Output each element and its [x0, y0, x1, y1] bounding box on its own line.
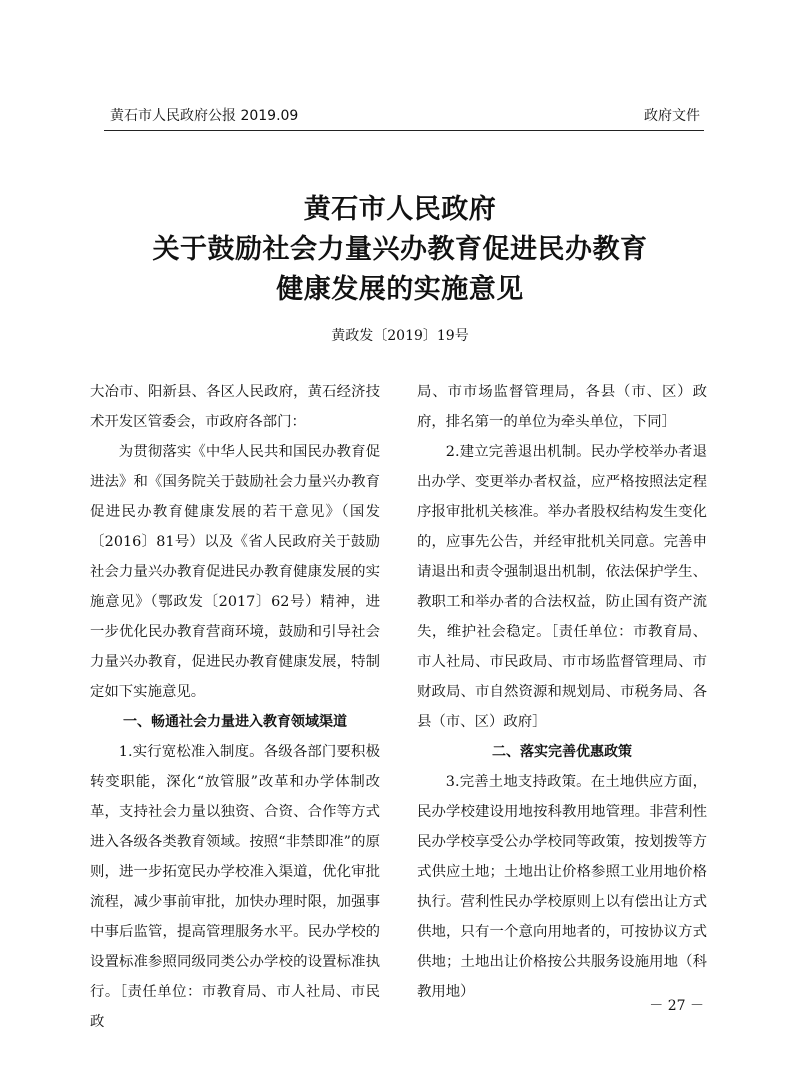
article-2-paragraph: 2.建立完善退出机制。民办学校举办者退出办学、变更举办者权益，应严格按照法定程序报审批机关核准。举办者股权结构发生变化的，应事先公告，并经审批机关同意。完善申请退出和责令强制退出机制，依法保护学生、教职工和举办者的合法权益，防止国有资产流失，维护社会稳定。［责任单位：市教育局、市人社局、市民政局、市市场监督管理局、市财政局、市自然资源和规划局、市税务局、各县（市、区）政府］ [417, 444, 707, 730]
document-title [0, 190, 800, 310]
document-number: 黄政发〔2019〕19号 [331, 328, 469, 344]
addressee-paragraph: 大冶市、阳新县、各区人民政府，黄石经济技术开发区管委会，市政府各部门： [90, 384, 380, 430]
left-column [90, 377, 380, 1037]
title-line-1: 黄石市人民政府 [303, 194, 497, 225]
article-1-continuation: 局、市市场监督管理局，各县（市、区）政府，排名第一的单位为牵头单位，下同］ [417, 384, 707, 430]
title-line-3: 健康发展的实施意见 [276, 274, 524, 305]
section-heading-2: 二、落实完善优惠政策 [492, 744, 632, 760]
article-1-paragraph: 1.实行宽松准入制度。各级各部门要积极转变职能，深化“放管服”改革和办学体制改革，支持社会力量以独资、合资、合作等方式进入各级各类教育领域。按照“非禁即准”的原则，进一步拓宽民办学校准入渠道，优化审批流程，减少事前审批，加快办理时限，加强事中事后监管，提高管理服务水平。民办学校的设置标准参照同级同类公办学校的设置标准执行。［责任单位：市教育局、市人社局、市民政 [90, 744, 380, 1030]
right-column [417, 377, 707, 1007]
header-section: 政府文件 [644, 108, 700, 124]
header-publication: 黄石市人民政府公报 2019.09 [110, 108, 299, 124]
page-number: － 27 － [649, 998, 704, 1014]
section-heading-1: 一、畅通社会力量进入教育领域渠道 [123, 714, 347, 730]
title-line-2: 关于鼓励社会力量兴办教育促进民办教育 [152, 234, 648, 265]
preamble-paragraph: 为贯彻落实《中华人民共和国民办教育促进法》和《国务院关于鼓励社会力量兴办教育促进民办教育健康发展的若干意见》（国发〔2016〕81号）以及《省人民政府关于鼓励社会力量兴办教育促进民办教育健康发展的实施意见》（鄂政发〔2017〕62号）精神，进一步优化民办教育营商环境，鼓励和引导社会力量兴办教育，促进民办教育健康发展，特制定如下实施意见。 [90, 444, 380, 700]
article-3-paragraph: 3.完善土地支持政策。在土地供应方面，民办学校建设用地按科教用地管理。非营利性民办学校享受公办学校同等政策，按划拨等方式供应土地；土地出让价格参照工业用地价格执行。营利性民办学校原则上以有偿出让方式供地，只有一个意向用地者的，可按协议方式供地；土地出让价格按公共服务设施用地（科教用地） [417, 774, 707, 1000]
page-header [104, 106, 704, 131]
